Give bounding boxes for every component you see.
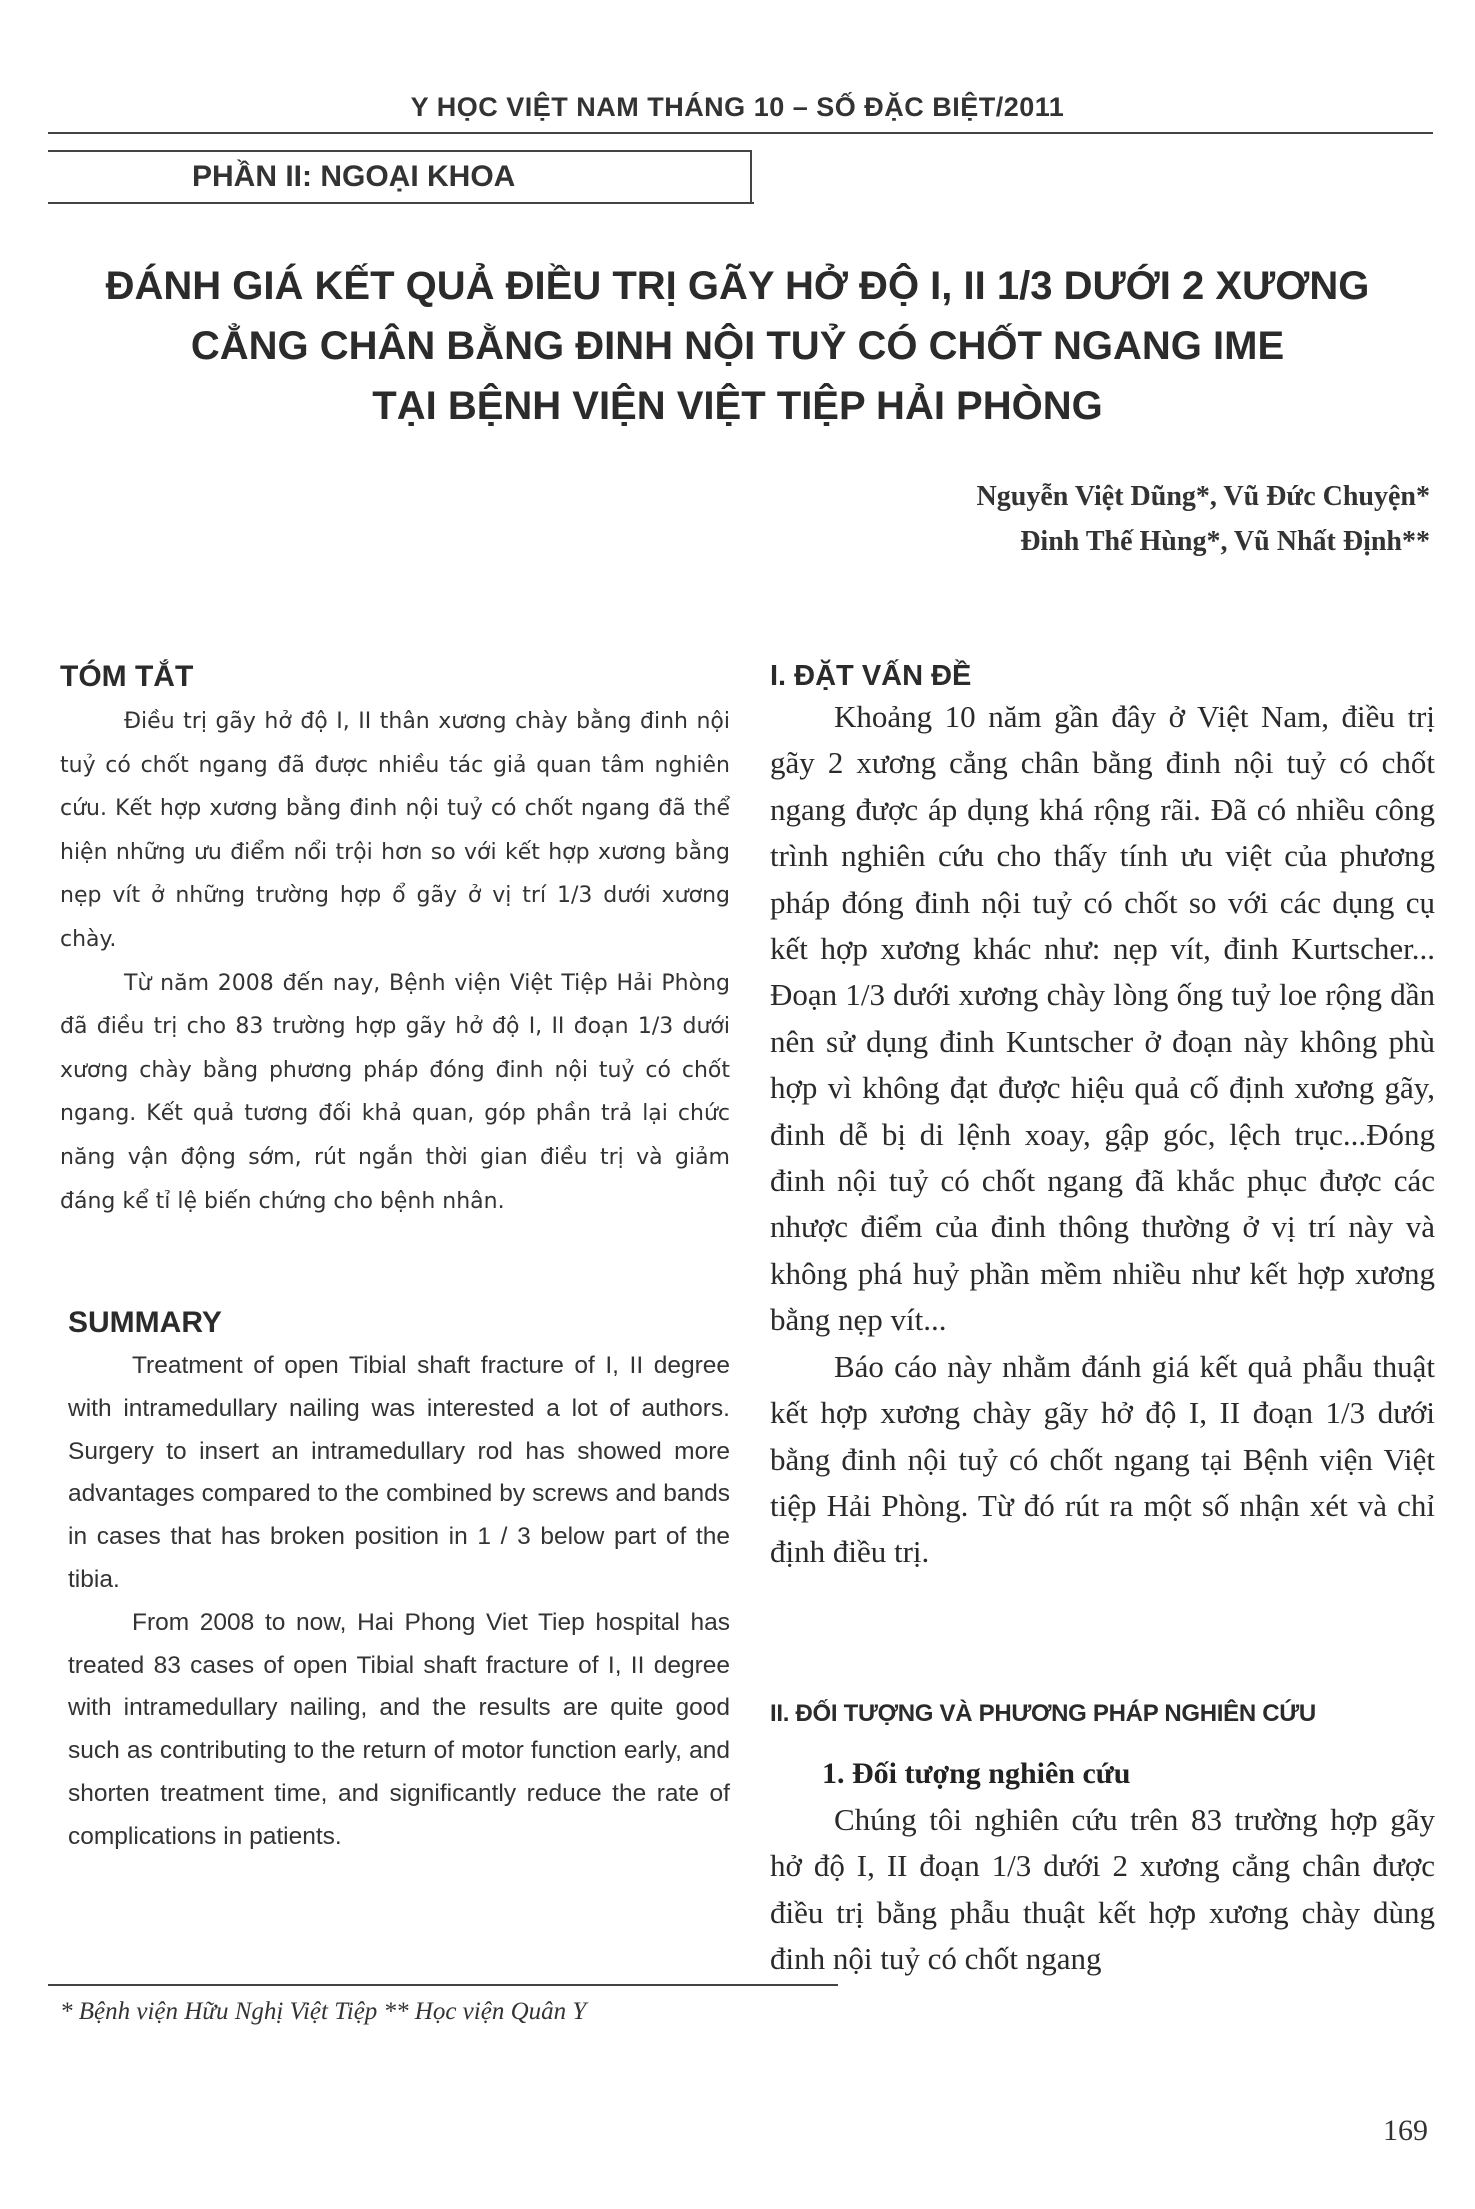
tomtat-body xyxy=(60,700,730,1223)
paragraph: Khoảng 10 năm gần đây ở Việt Nam, điều trị gãy 2 xương cẳng chân bằng đinh nội tuỷ có chốt ngang được áp dụng khá rộng rãi. Đã có nhiều công trình nghiên cứu cho thấy tính ưu việt của phương pháp đóng đinh nội tuỷ có chốt so với các dụng cụ kết hợp xương khác như: nẹp vít, đinh Kurtscher... Đoạn 1/3 dưới xương chày lòng ống tuỷ loe rộng dần nên sử dụng đinh Kuntscher ở đoạn này không phù hợp vì không đạt được hiệu quả cố định xương gãy, đinh dễ bị di lệnh xoay, gập góc, lệch trục...Đóng đinh nội tuỷ có chốt ngang đã khắc phục được các nhược điểm của đinh thông thường ở vị trí này và không phá huỷ phần mềm nhiều như kết hợp xương bằng nẹp vít... xyxy=(770,699,1435,1338)
paragraph: From 2008 to now, Hai Phong Viet Tiep hospital has treated 83 cases of open Tibial shaft fracture of I, II degree with intramedullary nailing, and the results are quite good such as contributing to the return of motor function early, and shorten treatment time, and significantly reduce the rate of complications in patients. xyxy=(68,1608,730,1850)
authors xyxy=(977,474,1430,564)
authors-line: Nguyễn Việt Dũng*, Vũ Đức Chuyện* xyxy=(976,481,1430,512)
paragraph: Treatment of open Tibial shaft fracture of I, II degree with intramedullary nailing was interested a lot of authors. Surgery to insert an intramedullary rod has showed more advantages compared to the combined by screws and bands in cases that has broken position in 1 / 3 below part of the tibia. xyxy=(68,1352,730,1593)
header-rule xyxy=(48,132,1433,134)
paragraph: Chúng tôi nghiên cứu trên 83 trường hợp gãy hở độ I, II đoạn 1/3 dưới 2 xương cẳng chân được điều trị bằng phẫu thuật kết hợp xương chày dùng đinh nội tuỷ có chốt ngang xyxy=(770,1802,1435,1977)
paragraph: Điều trị gãy hở độ I, II thân xương chày bằng đinh nội tuỷ có chốt ngang đã được nhiều tác giả quan tâm nghiên cứu. Kết hợp xương bằng đinh nội tuỷ có chốt ngang đã thể hiện những ưu điểm nổi trội hơn so với kết hợp xương bằng nẹp vít ở những trường hợp ổ gãy ở vị trí 1/3 dưới xương chày. xyxy=(60,709,730,952)
section-label: PHẦN II: NGOẠI KHOA xyxy=(192,160,516,193)
authors-line: Đinh Thế Hùng*, Vũ Nhất Định** xyxy=(1020,526,1430,557)
tomtat-heading: TÓM TẮT xyxy=(60,660,194,693)
section2-subheading: 1. Đối tượng nghiên cứu xyxy=(822,1757,1131,1790)
title-line: ĐÁNH GIÁ KẾT QUẢ ĐIỀU TRỊ GÃY HỞ ĐỘ I, II 1/3 DƯỚI 2 XƯƠNG xyxy=(105,264,1370,308)
summary-body xyxy=(68,1345,730,1859)
section-rule xyxy=(48,202,754,204)
paragraph: Báo cáo này nhằm đánh giá kết quả phẫu thuật kết hợp xương chày gãy hở độ I, II đoạn 1/3 dưới bằng đinh nội tuỷ có chốt ngang tại Bệnh viện Việt tiệp Hải Phòng. Từ đó rút ra một số nhận xét và chỉ định điều trị. xyxy=(770,1348,1435,1570)
journal-header: Y HỌC VIỆT NAM THÁNG 10 – SỐ ĐẶC BIỆT/2011 xyxy=(410,92,1065,122)
section2-heading: II. ĐỐI TƯỢNG VÀ PHƯƠNG PHÁP NGHIÊN CỨU xyxy=(770,1700,1316,1727)
title-line: TẠI BỆNH VIỆN VIỆT TIỆP HẢI PHÒNG xyxy=(372,384,1103,428)
footnote: * Bệnh viện Hữu Nghị Việt Tiệp ** Học viện Quân Y xyxy=(60,1998,587,2025)
summary-heading: SUMMARY xyxy=(68,1306,222,1339)
section1-heading: I. ĐẶT VẤN ĐỀ xyxy=(770,660,972,692)
section2-body xyxy=(770,1797,1435,1983)
article-title xyxy=(40,256,1435,436)
title-line: CẲNG CHÂN BẰNG ĐINH NỘI TUỶ CÓ CHỐT NGANG IME xyxy=(190,324,1285,368)
paragraph: Từ năm 2008 đến nay, Bệnh viện Việt Tiệp Hải Phòng đã điều trị cho 83 trường hợp gãy hở độ I, II đoạn 1/3 dưới xương chày bằng phương pháp đóng đinh nội tuỷ có chốt ngang. Kết quả tương đối khả quan, góp phần trả lại chức năng vận động sớm, rút ngắn thời gian điều trị và giảm đáng kể tỉ lệ biến chứng cho bệnh nhân. xyxy=(60,970,730,1214)
page-number: 169 xyxy=(1383,2114,1428,2147)
footnote-rule xyxy=(48,1984,838,1986)
section1-body xyxy=(770,694,1435,1576)
